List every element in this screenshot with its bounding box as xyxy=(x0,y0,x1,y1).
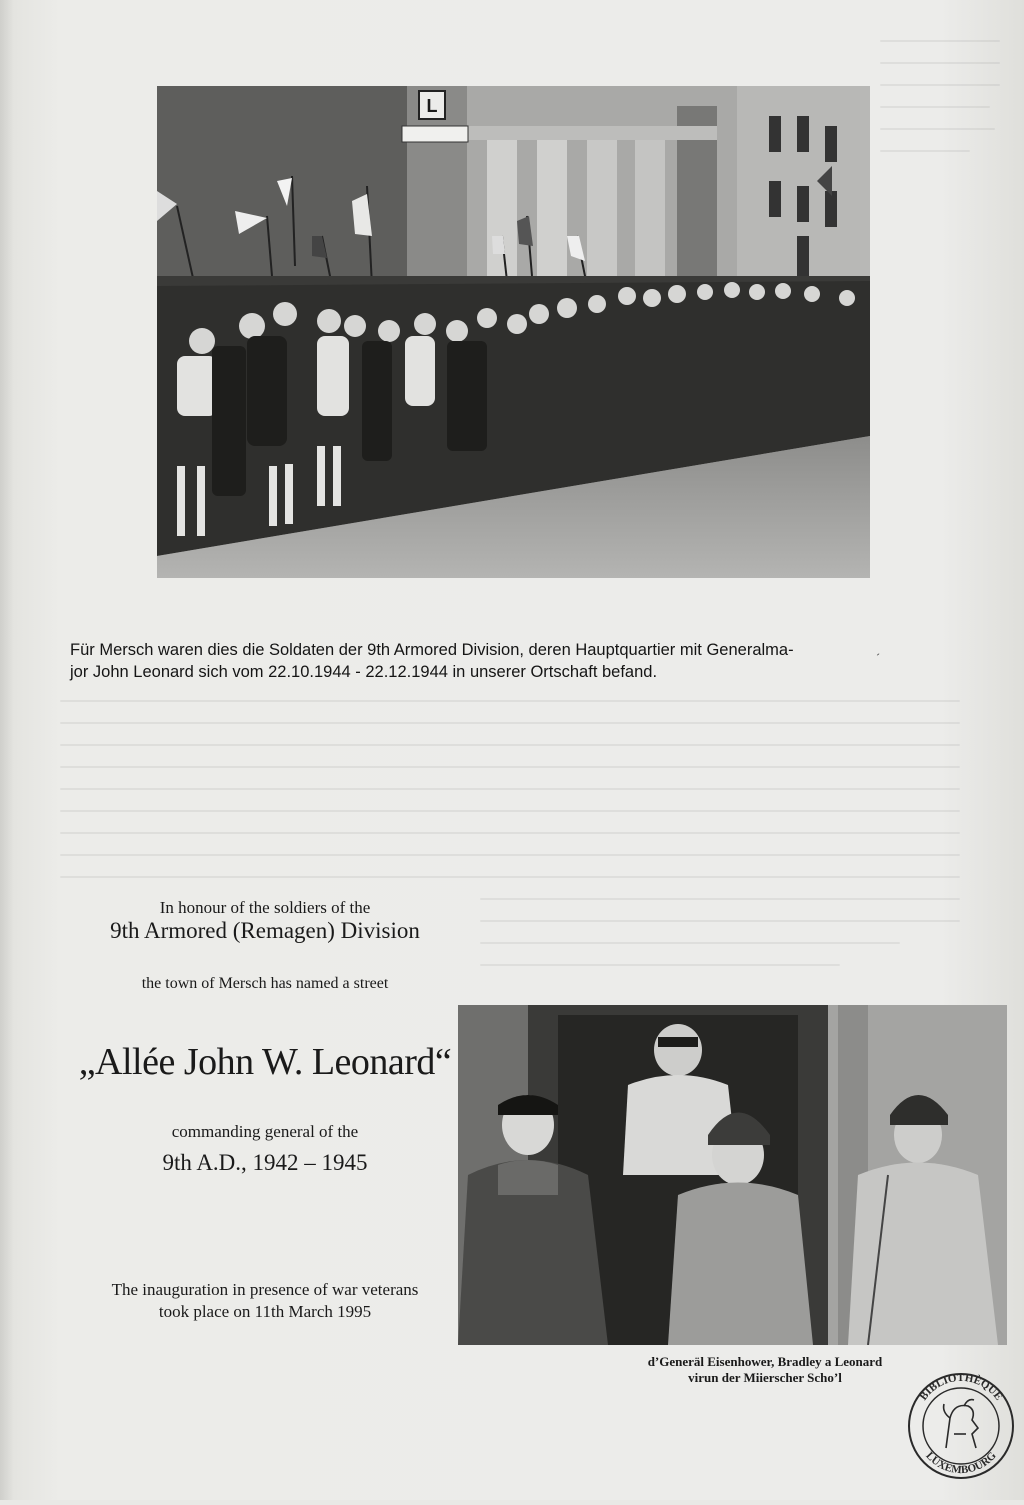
bottom-photo-caption-line-1: d’Generäl Eisenhower, Bradley a Leonard xyxy=(647,1354,883,1369)
stamp-bottom-text: LUXEMBOURG xyxy=(923,1449,999,1477)
lion-emblem-icon xyxy=(944,1400,978,1448)
library-stamp xyxy=(898,1348,1024,1500)
tribute-inauguration-line-2: took place on 11th March 1995 xyxy=(158,1302,372,1321)
tribute-town: the town of Mersch has named a street xyxy=(141,975,389,992)
caption-top-line-2: jor John Leonard sich vom 22.10.1944 - 22.12.1944 in unserer Ortschaft befand. xyxy=(70,663,658,681)
svg-text:LUXEMBOURG xyxy=(923,1449,999,1476)
bottom-photo-caption-line-2: virun der Miierscher Scho’l xyxy=(688,1370,842,1385)
tribute-street-name: „Allée John W. Leonard“ xyxy=(78,1041,452,1083)
caption-top-line-1: Für Mersch waren dies die Soldaten der 9th Armored Division, deren Hauptquartier mit Generalma- xyxy=(70,641,794,659)
tribute-honour: In honour of the soldiers of the xyxy=(159,898,371,917)
generals-photo xyxy=(458,1005,1007,1345)
stamp-top-text: BIBLIOTHÈQUE xyxy=(917,1371,1005,1403)
pencil-mark: ˊ xyxy=(876,651,880,665)
tribute-inauguration-line-1: The inauguration in presence of war veterans xyxy=(111,1280,419,1299)
tribute-commanding: commanding general of the xyxy=(171,1122,359,1141)
store-sign-letter: L xyxy=(426,96,438,116)
tribute-years: 9th A.D., 1942 – 1945 xyxy=(162,1150,368,1175)
tribute-division: 9th Armored (Remagen) Division xyxy=(110,918,420,943)
top-photo-caption xyxy=(70,639,990,683)
children-waving-flags-photo xyxy=(157,86,870,578)
